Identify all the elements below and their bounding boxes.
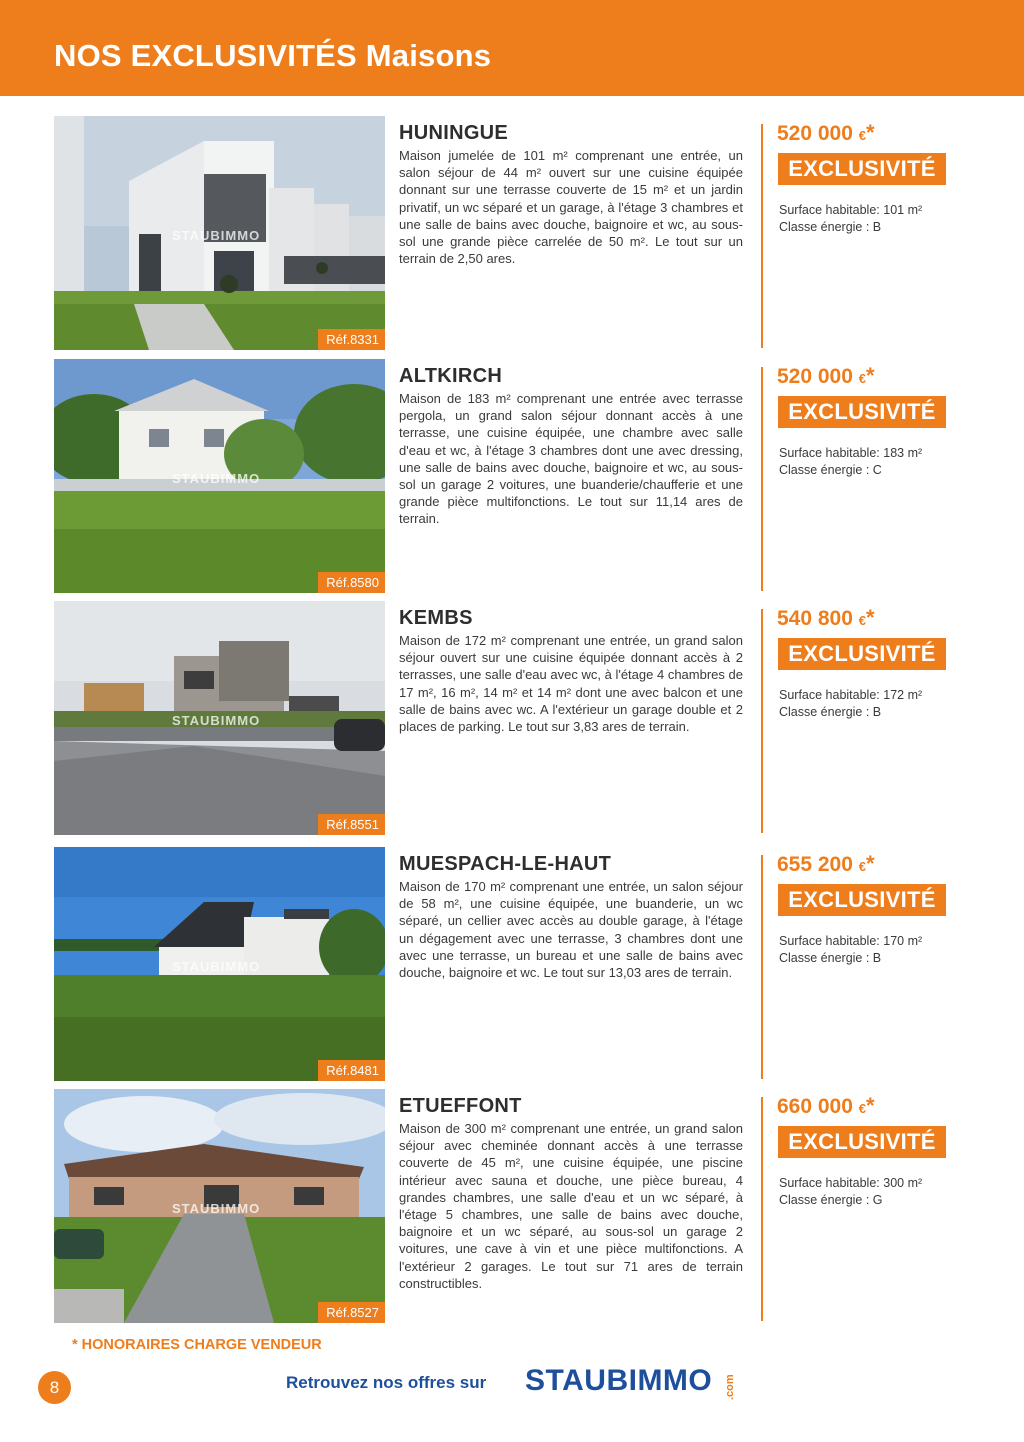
divider: [761, 609, 763, 833]
price-star: *: [866, 851, 875, 876]
energy-class-label: Classe énergie : B: [779, 951, 882, 965]
listing-price: [777, 605, 875, 631]
energy-class-label: Classe énergie : B: [779, 705, 882, 719]
price-amount: 540 800: [777, 607, 853, 630]
logo-com-text: .com: [724, 1374, 736, 1400]
listing-card[interactable]: [0, 601, 1024, 837]
photo-watermark: STAUBIMMO: [172, 471, 261, 486]
surface-label: Surface habitable: 170 m²: [779, 934, 923, 948]
photo-watermark: STAUBIMMO: [172, 959, 261, 974]
photo-watermark: STAUBIMMO: [172, 228, 261, 243]
property-photo[interactable]: [54, 359, 385, 593]
price-amount: 520 000: [777, 365, 853, 388]
reference-label: Réf.8580: [318, 572, 385, 593]
listing-price: [777, 851, 875, 877]
surface-label: Surface habitable: 300 m²: [779, 1176, 923, 1190]
energy-class-label: Classe énergie : C: [779, 463, 882, 477]
listing-description: Maison de 172 m² comprenant une entrée, un grand salon séjour ouvert sur une cuisine équipée donnant accès à 2 terrasses, une salle d'eau avec wc, à l'étage 4 chambres de 17 m², 16 m², 14 m² et 14 m² dont une avec balcon et une salle de bains avec wc. A l'extérieur un garage double et 2 places de parking. Le tout sur 3,83 ares de terrain.: [399, 633, 743, 735]
logo-com-suffix: [721, 1366, 737, 1402]
price-star: *: [866, 605, 875, 630]
price-star: *: [866, 363, 875, 388]
property-photo[interactable]: [54, 1089, 385, 1323]
exclusivity-badge: EXCLUSIVITÉ: [778, 153, 946, 185]
photo-watermark: STAUBIMMO: [172, 713, 261, 728]
listing-city: HUNINGUE: [399, 122, 509, 144]
price-amount: 655 200: [777, 853, 853, 876]
divider: [761, 367, 763, 591]
listing-card[interactable]: [0, 116, 1024, 352]
exclusivity-badge: EXCLUSIVITÉ: [778, 638, 946, 670]
staubimmo-logo[interactable]: STAUBIMMO: [525, 1364, 713, 1397]
price-currency: €: [858, 859, 866, 874]
surface-label: Surface habitable: 101 m²: [779, 203, 923, 217]
listing-price: [777, 1093, 875, 1119]
promo-text: Retrouvez nos offres sur: [286, 1373, 487, 1392]
exclusivity-badge: EXCLUSIVITÉ: [778, 396, 946, 428]
listing-description: Maison de 300 m² comprenant une entrée, un grand salon séjour avec cheminée donnant accès à une terrasse couverte de 45 m², une cuisine équipée, une piscine intérieur avec sauna et douche, une pièce bureau, 4 grandes chambres, une salle d'eau et un wc séparé, à l'étage 5 chambres, une salle de bains avec douche, baignoire et un wc séparé, au sous-sol un garage 2 voitures, une cave à vin et une pièce multifonctions. A l'extérieur 2 garages. Le tout sur 71 ares de terrain constructibles.: [399, 1121, 743, 1291]
page-number: 8: [38, 1371, 71, 1404]
listing-city: MUESPACH-LE-HAUT: [399, 853, 612, 875]
surface-label: Surface habitable: 172 m²: [779, 688, 923, 702]
photo-watermark: STAUBIMMO: [172, 1201, 261, 1216]
property-photo[interactable]: [54, 847, 385, 1081]
price-amount: 660 000: [777, 1095, 853, 1118]
listing-card[interactable]: [0, 847, 1024, 1083]
price-currency: €: [858, 1101, 866, 1116]
property-photo[interactable]: [54, 116, 385, 350]
energy-class-label: Classe énergie : G: [779, 1193, 883, 1207]
reference-label: Réf.8551: [318, 814, 385, 835]
listing-description: Maison de 183 m² comprenant une entrée avec terrasse pergola, un grand salon séjour donnant accès à une terrasse, une cuisine équipée, une chambre avec salle d'eau et wc, à l'étage 3 chambres dont une avec dressing, une salle de bains avec douche, baignoire et wc, au sous-sol un garage 2 voitures, une buanderie/chaufferie et une grande pièce multifonctions. Le tout sur 11,14 ares de terrain.: [399, 391, 743, 527]
listing-description: Maison jumelée de 101 m² comprenant une entrée, un salon séjour de 44 m² ouvert sur une cuisine équipée donnant sur une terrasse couverte de 15 m² et un jardin privatif, un wc séparé et un garage, à l'étage 3 chambres et une salle de bains avec douche, baignoire et wc, au sous-sol une grande pièce carrelée de 50 m². Le tout sur un terrain de 2,50 ares.: [399, 148, 743, 267]
price-star: *: [866, 1093, 875, 1118]
price-amount: 520 000: [777, 122, 853, 145]
divider: [761, 855, 763, 1079]
divider: [761, 1097, 763, 1321]
page-title: NOS EXCLUSIVITÉS Maisons: [54, 38, 492, 73]
listing-card[interactable]: [0, 359, 1024, 595]
listing-card[interactable]: [0, 1089, 1024, 1325]
listing-price: [777, 363, 875, 389]
surface-label: Surface habitable: 183 m²: [779, 446, 923, 460]
price-currency: €: [858, 128, 866, 143]
price-currency: €: [858, 613, 866, 628]
fees-note: * HONORAIRES CHARGE VENDEUR: [72, 1337, 322, 1353]
price-star: *: [866, 120, 875, 145]
divider: [761, 124, 763, 348]
listing-price: [777, 120, 875, 146]
reference-label: Réf.8527: [318, 1302, 385, 1323]
exclusivity-badge: EXCLUSIVITÉ: [778, 884, 946, 916]
listing-description: Maison de 170 m² comprenant une entrée, un salon séjour de 58 m², une cuisine équipée, une buanderie, un wc séparé, un cellier avec accès au double garage, à l'étage un dégagement avec une terrasse, 3 chambres dont une avec une terrasse, un bureau et une salle de bains avec douche, baignoire et wc. Le tout sur 13,03 ares de terrain.: [399, 879, 743, 981]
reference-label: Réf.8331: [318, 329, 385, 350]
listing-city: ALTKIRCH: [399, 365, 503, 387]
energy-class-label: Classe énergie : B: [779, 220, 882, 234]
exclusivity-badge: EXCLUSIVITÉ: [778, 1126, 946, 1158]
property-photo[interactable]: [54, 601, 385, 835]
listing-city: KEMBS: [399, 607, 473, 629]
page-header: [0, 0, 1024, 96]
price-currency: €: [858, 371, 866, 386]
reference-label: Réf.8481: [318, 1060, 385, 1081]
listing-city: ETUEFFONT: [399, 1095, 522, 1117]
